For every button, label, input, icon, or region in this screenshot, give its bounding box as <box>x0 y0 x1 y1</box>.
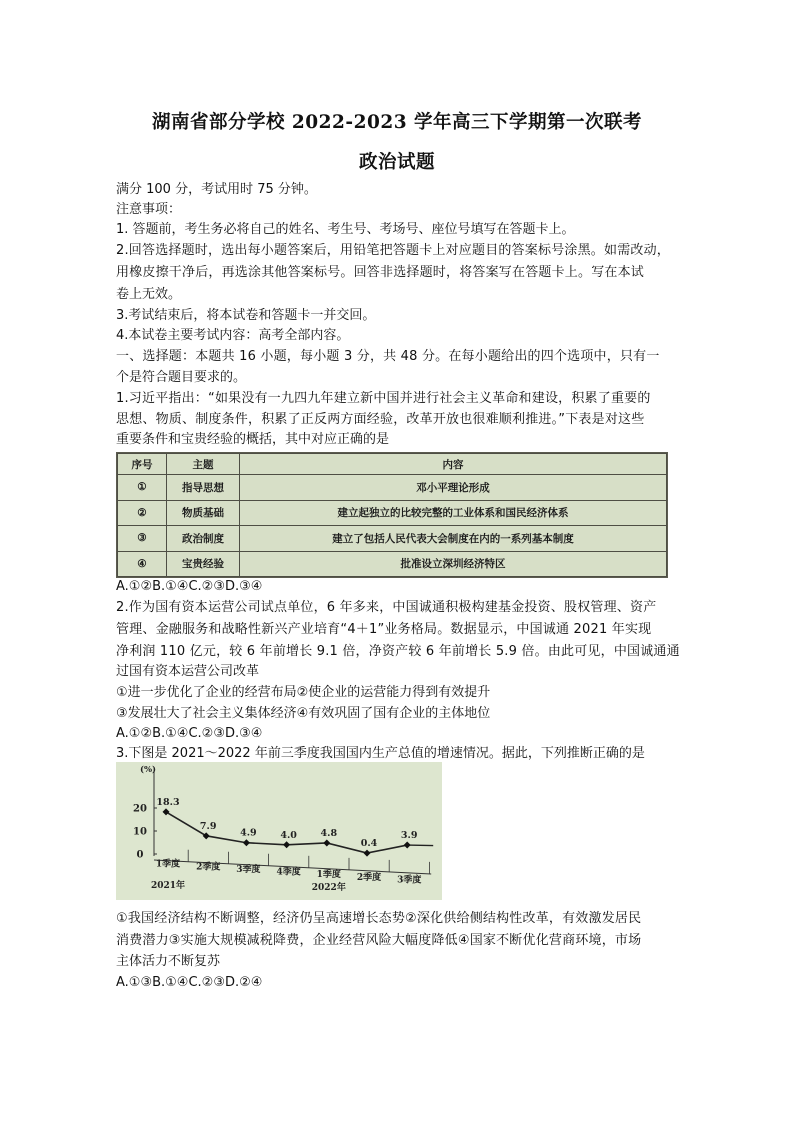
data-label: 0.4 <box>360 838 378 850</box>
question-3-choice-line: ①我国经济结构不断调整，经济仍呈高速增长态势②深化供给侧结构性改革，有效激发居民 <box>116 911 642 926</box>
question-2-stem: 过国有资本运营公司改革 <box>116 664 260 679</box>
text-line: 3.考试结束后，将本试卷和答题卡一并交回。 <box>116 308 376 323</box>
y-tick-label: 0 <box>136 849 144 861</box>
data-label: 18.3 <box>156 796 180 808</box>
data-label: 4.8 <box>320 827 338 839</box>
data-point <box>404 842 411 849</box>
x-tick-label: 4季度 <box>276 867 301 878</box>
question-1-stem: 重要条件和宝贵经验的概括，其中对应正确的是 <box>116 432 390 447</box>
text-line: 个是符合题目要求的。 <box>116 370 247 385</box>
x-tick-label: 2季度 <box>196 862 221 873</box>
table-cell: 物质基础 <box>167 500 240 525</box>
table-cell: ② <box>118 500 167 525</box>
year-label: 2021年 <box>150 881 186 891</box>
table-cell: 邓小平理论形成 <box>240 475 667 500</box>
text-line: 4.本试卷主要考试内容：高考全部内容。 <box>116 328 350 343</box>
question-2-stem: 净利润 110 亿元，较 6 年前增长 9.1 倍，净资产较 6 年前增长 5.9 倍。由此可见，中国诚通通 <box>116 644 680 659</box>
text-line: 满分 100 分，考试用时 75 分钟。 <box>116 182 317 197</box>
exam-subtitle: 政治试题 <box>358 152 435 173</box>
table-header: 序号 <box>118 454 167 475</box>
data-label: 4.0 <box>280 829 297 841</box>
text-line: 一、选择题：本题共 16 小题，每小题 3 分，共 48 分。在每小题给出的四个选项中，只有一 <box>116 349 660 364</box>
table-cell: 政治制度 <box>167 526 240 551</box>
exam-title: 湖南省部分学校 2022-2023 学年高三下学期第一次联考 <box>151 112 643 133</box>
question-1-stem: 思想、物质、制度条件，积累了正反两方面经验，改革开放也很难顺利推进。”下表是对这些 <box>116 412 645 427</box>
table-row <box>118 526 667 551</box>
text-line: 卷上无效。 <box>116 287 182 302</box>
table-header: 主题 <box>167 454 240 475</box>
table-row <box>118 551 667 576</box>
question-3-choice-line: 主体活力不断复苏 <box>116 954 221 969</box>
data-label: 3.9 <box>400 830 418 842</box>
x-tick-label: 3季度 <box>236 864 261 875</box>
y-tick-label: 20 <box>133 803 147 815</box>
x-tick-label: 1季度 <box>155 859 181 870</box>
y-tick-label: 10 <box>133 826 147 838</box>
table-cell: ③ <box>118 526 167 551</box>
table-header: 内容 <box>240 454 667 475</box>
table-cell: 宝贵经验 <box>167 551 240 576</box>
question-1-options: A.①②B.①④C.②③D.③④ <box>116 579 263 594</box>
question-2-choice-line: ①进一步优化了企业的经营布局②使企业的运营能力得到有效提升 <box>116 685 491 700</box>
question-3-stem: 3.下图是 2021～2022 年前三季度我国国内生产总值的增速情况。据此，下列推断正确的是 <box>116 746 645 761</box>
table-cell: 批准设立深圳经济特区 <box>240 551 667 576</box>
table-cell: 建立了包括人民代表大会制度在内的一系列基本制度 <box>240 526 667 551</box>
year-label: 2022年 <box>311 883 346 893</box>
table-row <box>118 500 667 525</box>
data-point <box>283 841 290 848</box>
data-point <box>203 832 210 839</box>
table-header-row <box>118 454 667 475</box>
question-2-choice-line: ③发展壮大了社会主义集体经济④有效巩固了国有企业的主体地位 <box>116 706 491 721</box>
data-point <box>364 850 371 857</box>
x-tick-label: 2季度 <box>356 872 382 883</box>
data-label: 7.9 <box>199 820 217 832</box>
data-point <box>163 808 170 815</box>
text-line: 1. 答题前，考生务必将自己的姓名、考生号、考场号、座位号填写在答题卡上。 <box>116 222 575 237</box>
table-cell: 建立起独立的比较完整的工业体系和国民经济体系 <box>240 500 667 525</box>
question-3-choice-line: 消费潜力③实施大规模减税降费，企业经营风险大幅度降低④国家不断优化营商环境，市场 <box>116 933 642 948</box>
text-line: 2.回答选择题时，选出每小题答案后，用铅笔把答题卡上对应题目的答案标号涂黑。如需改动， <box>116 243 671 258</box>
data-label: 4.9 <box>240 827 257 839</box>
table-row <box>118 475 667 500</box>
table-cell: 指导思想 <box>167 475 240 500</box>
question-2-stem: 管理、金融服务和战略性新兴产业培育“4＋1”业务格局。数据显示，中国诚通 2021 年实现 <box>116 622 652 637</box>
data-point <box>323 839 330 846</box>
gdp-growth-chart <box>116 762 442 900</box>
question-2-options: A.①②B.①④C.②③D.③④ <box>116 726 263 741</box>
question-1-table <box>116 452 668 578</box>
table-cell: ① <box>118 475 167 500</box>
chart-svg <box>116 762 442 900</box>
text-line: 注意事项： <box>116 202 182 217</box>
table-cell: ④ <box>118 551 167 576</box>
question-3-options: A.①③B.①④C.②③D.②④ <box>116 975 263 990</box>
series-line-tail <box>407 845 433 846</box>
data-point <box>243 839 250 846</box>
question-2-stem: 2.作为国有资本运营公司试点单位，6 年多来，中国诚通积极构建基金投资、股权管理、资产 <box>116 600 657 615</box>
y-axis-unit: (%) <box>139 765 157 775</box>
question-1-stem: 1.习近平指出：“如果没有一九四九年建立新中国并进行社会主义革命和建设，积累了重要的 <box>116 391 651 406</box>
x-tick-label: 3季度 <box>397 875 422 886</box>
x-tick-label: 1季度 <box>316 870 341 881</box>
text-line: 用橡皮擦干净后，再选涂其他答案标号。回答非选择题时，将答案写在答题卡上。写在本试 <box>116 265 645 280</box>
